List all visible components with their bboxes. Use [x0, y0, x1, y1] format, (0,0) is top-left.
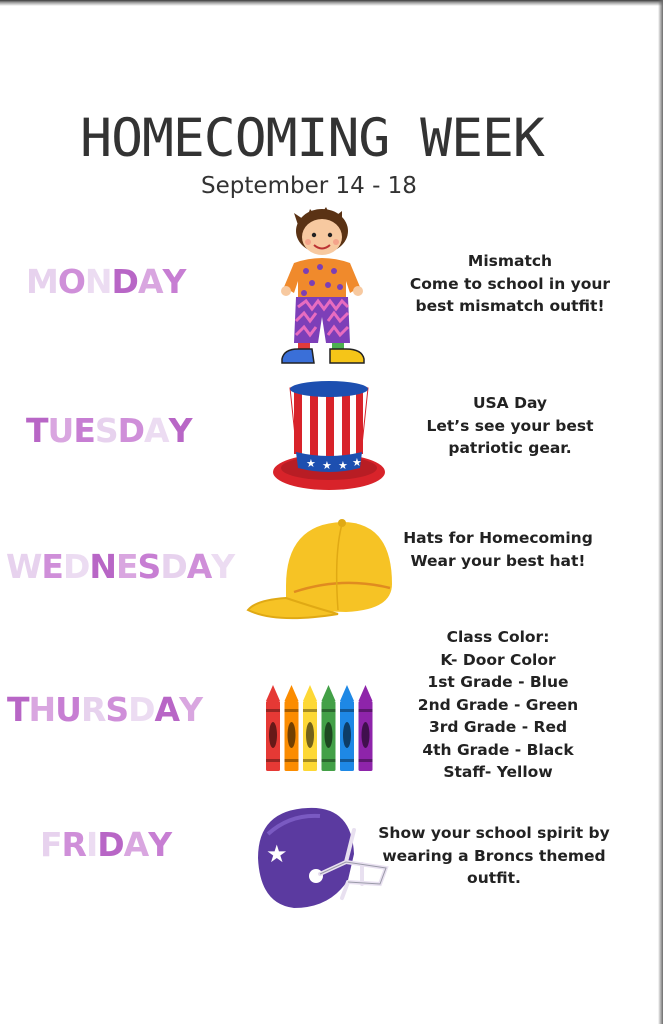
description-line: Let’s see your best	[426, 416, 594, 435]
crayon	[340, 685, 354, 771]
date-range: September 14 - 18	[201, 173, 417, 199]
crayon	[322, 685, 336, 771]
monday-description	[400, 250, 620, 318]
uncle-sam-hat-icon	[270, 380, 388, 494]
description-line: wearing a Broncs themed	[382, 846, 606, 865]
day-label-wednesday: WEDNESDAY	[6, 547, 235, 586]
scan-edge-right	[658, 0, 663, 1024]
day-label-monday: MONDAY	[26, 262, 186, 301]
description-line: Come to school in your	[409, 274, 611, 293]
page-title: HOMECOMING WEEK	[80, 108, 544, 169]
svg-text:★: ★	[306, 457, 316, 470]
scan-edge-top	[0, 0, 663, 6]
crayon	[285, 685, 299, 771]
tuesday-description	[400, 392, 620, 460]
day-label-tuesday: TUESDAY	[26, 411, 192, 450]
wednesday-description	[388, 527, 608, 572]
football-helmet-icon	[250, 804, 390, 914]
description-line: Class Color:	[446, 628, 550, 646]
description-line: 4th Grade - Black	[422, 740, 574, 759]
description-line: K- Door Color	[440, 650, 556, 669]
day-label-friday: FRIDAY	[40, 825, 172, 864]
day-label-thursday: THURSDAY	[7, 690, 202, 729]
description-line: best mismatch outfit!	[415, 297, 605, 315]
description-line: Staff- Yellow	[443, 763, 553, 781]
svg-text:★: ★	[352, 456, 362, 469]
svg-text:★: ★	[266, 840, 288, 868]
thursday-description	[388, 626, 608, 784]
cartoon-boy-icon	[276, 207, 368, 369]
crayon	[266, 685, 280, 771]
description-line: Hats for Homecoming	[403, 529, 593, 547]
description-line: outfit.	[467, 869, 521, 887]
description-line: Wear your best hat!	[410, 551, 586, 570]
description-line: 3rd Grade - Red	[428, 718, 568, 736]
description-line: patriotic gear.	[448, 439, 572, 457]
crayon	[359, 685, 373, 771]
baseball-cap-icon	[246, 514, 394, 624]
crayons-icon	[264, 683, 378, 775]
description-line: 1st Grade - Blue	[427, 673, 569, 691]
description-line: USA Day	[472, 394, 548, 412]
description-line: 2nd Grade - Green	[417, 695, 579, 714]
svg-text:★: ★	[338, 459, 348, 472]
description-line: Show your school spirit by	[378, 824, 610, 842]
friday-description	[378, 822, 610, 890]
crayon	[303, 685, 317, 771]
description-line: Mismatch	[467, 252, 553, 270]
svg-text:★: ★	[322, 459, 332, 472]
